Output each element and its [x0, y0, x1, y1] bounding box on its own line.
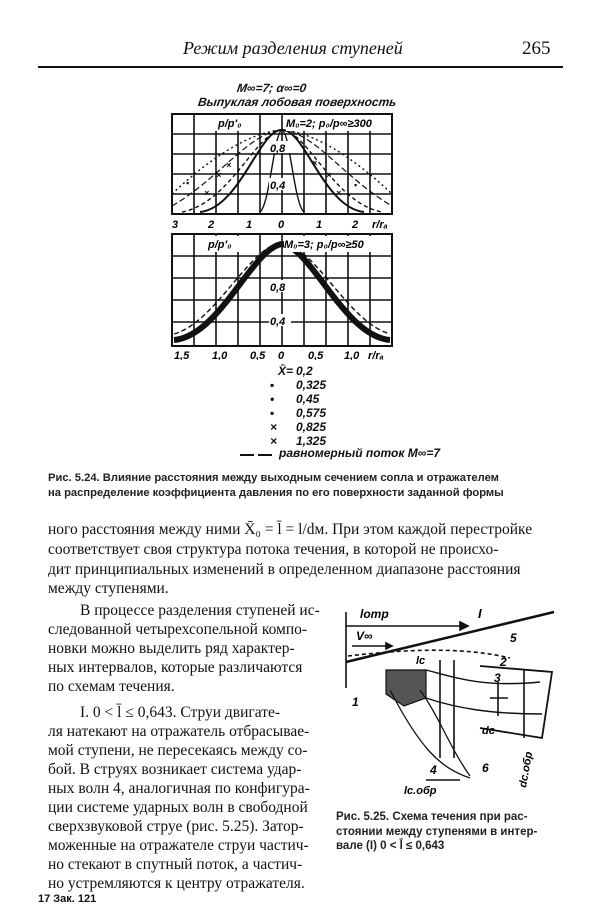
caption2-line2: стоянии между ступенями в интер- — [336, 825, 538, 838]
bottom-panel-xticks — [174, 350, 384, 360]
label-2: 2 — [500, 655, 507, 669]
label-3: 3 — [494, 671, 501, 685]
top-panel-ytick-08: 0,8 — [270, 143, 286, 155]
svg-text:1: 1 — [246, 219, 253, 231]
legend-marker: × — [270, 434, 278, 448]
column-line-14: но стекают в спутный поток, а частич- — [48, 856, 303, 873]
page-number: 265 — [522, 38, 551, 59]
column-line-7: ля натекают на отражатель отбрасывае- — [48, 723, 310, 740]
svg-text:1,0: 1,0 — [212, 350, 228, 360]
svg-text:×: × — [326, 170, 332, 180]
header-rule — [38, 66, 563, 68]
svg-text:r/rₐ: r/rₐ — [368, 350, 384, 360]
signature-footer: 17 Зак. 121 — [38, 893, 97, 905]
caption2-lead: Рис. 5.25. — [336, 811, 390, 823]
column-line-12: сверхзвуковой струе (рис. 5.25). Затор- — [48, 818, 304, 835]
top-panel-ytick-04: 0,4 — [270, 180, 286, 192]
caption-lead: Рис. 5.24. — [48, 472, 100, 484]
figure-5-25-schematic — [330, 598, 562, 803]
caption-line1: Влияние расстояния между выходным сечением сопла и отражателем — [102, 472, 499, 484]
column-line-4: ных интервалов, которые различаются — [48, 659, 303, 676]
column-line-1: В процессе разделения ступеней ис- — [80, 602, 320, 619]
caption2-line3: вале (I) 0 < l̄ ≤ 0,643 — [336, 840, 445, 852]
svg-text:×: × — [312, 158, 318, 168]
legend-dash — [240, 454, 254, 456]
legend-marker: × — [270, 420, 278, 434]
label-1: 1 — [352, 695, 359, 709]
top-panel-ylabel: p/p'₀ — [218, 118, 242, 130]
legend-item-4: 0,575 — [296, 406, 327, 420]
label-4: 4 — [430, 763, 437, 777]
svg-text:2: 2 — [352, 219, 359, 231]
label-I: I — [478, 606, 482, 621]
caption-line2: на распределение коэффициента давления по его поверхности заданной формы — [48, 487, 504, 499]
figure-5-24-caption — [48, 471, 558, 501]
column-line-8: мой ступени, не пересекаясь между со- — [48, 742, 308, 759]
svg-text:0,5: 0,5 — [250, 350, 266, 360]
running-header: Режим разделения ступеней — [183, 38, 403, 58]
legend-dash-label: равномерный поток M∞=7 — [279, 446, 441, 460]
label-d-c-obr: dс.обр — [517, 750, 536, 789]
legend-item-5: 0,825 — [296, 420, 327, 434]
body-line-3: дит принципиальных изменений в определенном диапазоне расстояния — [48, 561, 521, 578]
legend-title: X̄= — [278, 364, 294, 378]
bottom-panel-ylabel: p/p'₀ — [208, 239, 232, 251]
svg-text:r/rₐ: r/rₐ — [372, 219, 388, 231]
bottom-panel-ytick-08: 0,8 — [270, 282, 286, 294]
column-line-11: ции системе ударных волн в свободной — [48, 799, 308, 816]
body-line-2: соответствует своя структура потока течения, в которой не происхо- — [48, 541, 499, 558]
figure-5-24-charts — [160, 108, 410, 360]
label-v-inf: V∞ — [356, 629, 373, 643]
figure-title-line2: Выпуклая лобовая поверхность — [197, 95, 398, 109]
legend-dash — [258, 454, 272, 456]
column-line-2: следованной четырехсопельной компо- — [48, 621, 308, 638]
svg-text:▪: ▪ — [354, 180, 358, 190]
svg-text:0,5: 0,5 — [308, 350, 324, 360]
svg-text:3: 3 — [172, 219, 179, 231]
bottom-panel-label: M₀=3; p₀/p∞≥50 — [284, 239, 364, 251]
top-panel-xticks — [172, 219, 388, 231]
svg-text:×: × — [226, 160, 232, 170]
svg-text:1,5: 1,5 — [174, 350, 190, 360]
label-l-c-obr: lс.обр — [404, 785, 437, 797]
column-line-3: новки можно выделить ряд характер- — [48, 640, 295, 657]
legend-item-2: 0,325 — [296, 378, 327, 392]
svg-text:▪: ▪ — [186, 178, 190, 188]
column-line-9: бой. В струях возникает система удар- — [48, 761, 302, 778]
column-line-10: ных волн 4, аналогичная по конфигура- — [48, 780, 310, 797]
column-line-13: моженные на отражателе струи частич- — [48, 837, 309, 854]
body-line-4: между ступенями. — [48, 580, 169, 597]
svg-text:0: 0 — [278, 350, 285, 360]
top-panel-label: M₀=2; p₀/p∞≥300 — [286, 118, 372, 130]
label-6: 6 — [482, 761, 489, 775]
column-line-15: но устремляются к центру отражателя. — [48, 875, 305, 892]
svg-text:0: 0 — [278, 219, 285, 231]
column-line-5: по схемам течения. — [48, 678, 175, 695]
legend-marker: ▪ — [270, 406, 275, 420]
legend-item-1: 0,2 — [296, 364, 313, 378]
svg-text:2: 2 — [208, 219, 215, 231]
label-l-c: lс — [416, 655, 426, 667]
svg-text:1,0: 1,0 — [344, 350, 360, 360]
svg-text:×: × — [336, 188, 342, 198]
label-d-c: dс — [482, 725, 495, 737]
caption2-line1: Схема течения при рас- — [392, 811, 528, 823]
svg-text:×: × — [204, 188, 210, 198]
legend-marker: • — [270, 392, 275, 406]
body-line-1: ного расстояния между ними X̄₀ = l̄ = l/dм. При этом каждой перестройке — [48, 521, 533, 538]
legend-item-3: 0,45 — [296, 392, 320, 406]
label-l-otr: lотр — [360, 607, 389, 621]
figure-title-line1: M∞=7; α∞=0 — [236, 81, 308, 95]
label-5: 5 — [510, 631, 517, 645]
svg-text:×: × — [216, 170, 222, 180]
legend-item-6: 1,325 — [296, 434, 327, 448]
column-line-6: I. 0 < l̄ ≤ 0,643. Струи двигате- — [80, 704, 281, 721]
figure-5-25-caption — [336, 810, 562, 854]
legend-marker: ▪ — [270, 378, 275, 392]
bottom-panel-ytick-04: 0,4 — [270, 316, 286, 328]
svg-text:1: 1 — [316, 219, 323, 231]
